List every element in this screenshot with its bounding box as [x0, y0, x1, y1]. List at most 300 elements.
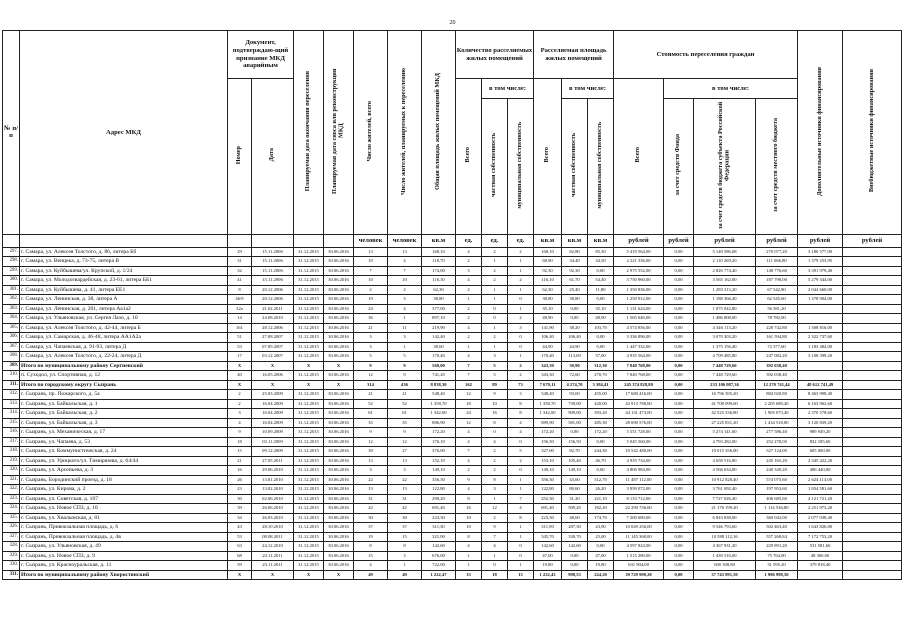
data-cell: 30.06.2016 — [324, 390, 354, 400]
data-cell: 31.12.2015 — [294, 494, 324, 504]
data-cell: 25.03.2009 — [252, 390, 294, 400]
data-cell: 4 — [456, 437, 482, 447]
address-cell: г. Сызрань, ул. Кирова, д. 2 — [20, 485, 228, 495]
data-cell — [843, 513, 902, 523]
data-cell: 48,60 — [562, 513, 588, 523]
data-cell: 569,00 — [422, 361, 456, 371]
address-cell: г. Сызрань, ул. Новое СПЗ, д. 9 — [20, 551, 228, 561]
address-cell: Итого по муниципальному району Хворостянский — [20, 570, 228, 580]
data-cell: 8 — [388, 542, 422, 552]
data-cell: 0 — [508, 295, 534, 305]
data-cell: 07.09.2007 — [252, 342, 294, 352]
data-cell: 149,10 — [534, 466, 562, 476]
unit-cell: кв.м — [588, 234, 614, 247]
data-cell: 31 — [354, 494, 388, 504]
data-cell: 1 342,00 — [534, 409, 562, 419]
data-cell: 1 — [508, 352, 534, 362]
data-cell: 17 680 416,00 — [614, 390, 664, 400]
data-cell: 989 949,20 — [798, 428, 843, 438]
header-num: № п/п — [3, 31, 20, 235]
data-cell: 10 — [456, 513, 482, 523]
data-cell: 35 — [354, 418, 388, 428]
data-cell: 61,70 — [562, 276, 588, 286]
data-cell: 170,40 — [534, 352, 562, 362]
data-cell: 8 — [482, 418, 508, 428]
data-cell: 42 — [388, 504, 422, 514]
data-cell: 32a — [228, 304, 252, 314]
data-cell: 574 075,60 — [756, 475, 798, 485]
header-total-area: Общая площадь жилых помещений МКД — [422, 31, 456, 235]
data-cell: 15.11.2006 — [252, 276, 294, 286]
data-cell: 229 891,20 — [756, 542, 798, 552]
data-cell: 10.09.2009 — [252, 428, 294, 438]
address-cell: г. Самара, ул. Ленинская, д. 201, литера Аа1а2 — [20, 304, 228, 314]
data-cell: 34,40 — [562, 257, 588, 267]
data-cell: 30.06.2016 — [324, 447, 354, 457]
data-cell: 25,00 — [588, 532, 614, 542]
data-cell: 35,10 — [534, 304, 562, 314]
data-cell: 31 595,20 — [756, 561, 798, 571]
data-cell — [843, 399, 902, 409]
address-cell: г. Самара, ул. Алексея Толстого, д. 42-44, литера Б — [20, 323, 228, 333]
data-cell: 30.06.2016 — [324, 437, 354, 447]
data-cell: 31.12.2015 — [294, 247, 324, 257]
address-cell: г. Сызрань, пр. Пожарского, д. 5а — [20, 390, 228, 400]
header-area-private: частная собственность — [562, 99, 588, 235]
data-cell: 80,60 — [562, 485, 588, 495]
data-cell — [843, 428, 902, 438]
data-cell: 16.05.2006 — [252, 371, 294, 381]
data-cell — [843, 561, 902, 571]
data-cell: 9 — [354, 361, 388, 371]
data-cell: 884 020,80 — [756, 390, 798, 400]
data-cell: 7 — [354, 266, 388, 276]
data-cell: 10 — [482, 399, 508, 409]
header-cost-incl: в том числе: — [664, 79, 798, 99]
data-cell: 41 708 099,60 — [694, 399, 756, 409]
data-cell: 557 268,84 — [756, 532, 798, 542]
data-cell: 19,80 — [588, 561, 614, 571]
data-cell: 31.12.2015 — [294, 437, 324, 447]
row-number: 305. — [3, 323, 20, 333]
data-cell: 31.12.2015 — [294, 447, 324, 457]
data-cell: 30.06.2016 — [324, 352, 354, 362]
table-row — [3, 314, 902, 324]
data-cell: 3 384,41 — [588, 380, 614, 390]
data-cell: 174,70 — [588, 513, 614, 523]
data-cell — [843, 342, 902, 352]
data-cell: 197 953,60 — [756, 485, 798, 495]
data-cell: 2 — [508, 361, 534, 371]
table-row — [3, 532, 902, 542]
table-row — [3, 285, 902, 295]
data-cell: 9 — [228, 428, 252, 438]
resettlement-table — [2, 30, 902, 580]
data-cell: 886,90 — [422, 418, 456, 428]
data-cell: 31.12.2015 — [294, 314, 324, 324]
data-cell: 15 — [354, 551, 388, 561]
data-cell: 3 — [354, 333, 388, 343]
data-cell: 4 — [388, 304, 422, 314]
data-cell — [798, 304, 843, 314]
data-cell — [843, 418, 902, 428]
data-cell: 43 913 788,00 — [614, 399, 664, 409]
data-cell: 2 — [456, 466, 482, 476]
data-cell: 42 525 336,80 — [694, 409, 756, 419]
data-cell: 1 — [508, 304, 534, 314]
data-cell: 68,90 — [534, 257, 562, 267]
data-cell: 1 — [388, 342, 422, 352]
data-cell: 0,00 — [664, 409, 694, 419]
data-cell: 240 349,20 — [756, 466, 798, 476]
unit-cell: человек — [354, 234, 388, 247]
table-row — [3, 447, 902, 457]
data-cell: 0,00 — [664, 523, 694, 533]
data-cell: 739,00 — [562, 399, 588, 409]
data-cell: 142,60 — [534, 542, 562, 552]
data-cell: X — [252, 361, 294, 371]
table-row — [3, 409, 902, 419]
data-cell: 30 — [388, 513, 422, 523]
table-row — [3, 523, 902, 533]
unit-cell: рублей — [614, 234, 664, 247]
data-cell: 392 038,40 — [756, 371, 798, 381]
data-cell: 2 — [508, 247, 534, 257]
data-cell: 3 761 092,40 — [694, 485, 756, 495]
data-cell: 3 — [508, 390, 534, 400]
row-number: 303. — [3, 304, 20, 314]
total-row — [3, 380, 902, 390]
data-cell: 0,00 — [664, 257, 694, 267]
data-cell: 0,00 — [664, 475, 694, 485]
data-cell: 38,80 — [562, 295, 588, 305]
data-cell: 4 — [456, 352, 482, 362]
data-cell: 1 — [482, 342, 508, 352]
row-number: 329. — [3, 551, 20, 561]
data-cell: 16.04.2009 — [252, 409, 294, 419]
data-cell: 277 586,40 — [756, 428, 798, 438]
data-cell — [843, 295, 902, 305]
data-cell: 741,20 — [422, 371, 456, 381]
data-cell: 2 — [508, 456, 534, 466]
data-cell: 35,10 — [588, 304, 614, 314]
data-cell: 245 165,20 — [756, 456, 798, 466]
data-cell: 3 108 399,20 — [798, 352, 843, 362]
data-cell: 8 — [508, 399, 534, 409]
table-row — [3, 513, 902, 523]
data-cell: 1 — [482, 551, 508, 561]
data-cell: 0,00 — [664, 447, 694, 457]
data-cell: 1 — [456, 551, 482, 561]
data-cell: 393,20 — [588, 409, 614, 419]
data-cell: 34 — [228, 513, 252, 523]
data-cell: 1 — [508, 285, 534, 295]
address-cell: г. Самара, ул. Молодогвардейская, д. 23-61, литера ББ1 — [20, 276, 228, 286]
total-row — [3, 361, 902, 371]
data-cell: 548,40 — [534, 390, 562, 400]
data-cell: 12 — [456, 390, 482, 400]
data-cell: 4 — [228, 418, 252, 428]
data-cell: 2 — [456, 257, 482, 267]
data-cell: 3 — [388, 466, 422, 476]
data-cell: 4 121 721,20 — [798, 494, 843, 504]
header-qty-municipal: муниципальная собственность — [508, 99, 534, 235]
data-cell: 176,10 — [422, 437, 456, 447]
row-number: 331. — [3, 570, 20, 580]
data-cell: 48 612 741,49 — [798, 380, 843, 390]
row-number: 306. — [3, 333, 20, 343]
data-cell — [843, 523, 902, 533]
data-cell: 61 — [354, 409, 388, 419]
data-cell: 909,00 — [562, 409, 588, 419]
table-row — [3, 333, 902, 343]
address-cell: г. Сызрань, ул. Хвалынская, д. 81 — [20, 513, 228, 523]
address-cell: г. Сызрань, ул. Советская, д. 107 — [20, 494, 228, 504]
data-cell: 7 — [482, 532, 508, 542]
data-cell: 3 — [388, 551, 422, 561]
data-cell: 290,20 — [422, 494, 456, 504]
data-cell: 26 — [228, 475, 252, 485]
data-cell: 4 709 485,80 — [694, 352, 756, 362]
data-cell: 18 — [228, 437, 252, 447]
address-cell: г. Сызрань, ул. Арсеньева, д. 3 — [20, 466, 228, 476]
data-cell: 832 185,60 — [798, 437, 843, 447]
data-cell: 118,70 — [422, 257, 456, 267]
data-cell: 0,00 — [664, 456, 694, 466]
data-cell: 9 — [456, 475, 482, 485]
data-cell: 13 — [388, 456, 422, 466]
data-cell: 3 — [482, 352, 508, 362]
data-cell: 174,00 — [422, 266, 456, 276]
table-row — [3, 561, 902, 571]
data-cell: 1 358,70 — [422, 399, 456, 409]
data-cell: 1 358,70 — [534, 399, 562, 409]
unit-cell: рублей — [694, 234, 756, 247]
data-cell: 142,40 — [422, 333, 456, 343]
data-cell: 0,00 — [588, 333, 614, 343]
data-cell: 2 110 269,20 — [694, 257, 756, 267]
units-row — [3, 234, 902, 247]
header-address: Адрес МКД — [20, 31, 228, 235]
data-cell: 16.04.2009 — [252, 399, 294, 409]
row-number: 308. — [3, 352, 20, 362]
table-row — [3, 494, 902, 504]
data-cell: 631 904,00 — [614, 561, 664, 571]
data-cell: 605 000,00 — [798, 447, 843, 457]
data-cell: 56 581,20 — [756, 304, 798, 314]
data-cell: 527 124,00 — [756, 447, 798, 457]
data-cell: 1 222,47 — [422, 570, 456, 580]
data-cell: 548,40 — [422, 390, 456, 400]
data-cell: 15.11.2006 — [252, 266, 294, 276]
data-cell: 2 — [228, 390, 252, 400]
data-cell: 581,00 — [562, 418, 588, 428]
data-cell: 1 — [456, 342, 482, 352]
data-cell: 2 975 552,00 — [614, 266, 664, 276]
data-cell: 26,20 — [588, 485, 614, 495]
data-cell: 7 448 729,60 — [694, 371, 756, 381]
data-cell: 0,00 — [664, 428, 694, 438]
header-qty-private: частная собственность — [482, 99, 508, 235]
data-cell: 531 581,60 — [798, 542, 843, 552]
data-cell: 39 — [354, 447, 388, 457]
address-cell: г. Сызрань, Бородинский проезд, д. 18 — [20, 475, 228, 485]
data-cell: 4 658 516,80 — [694, 456, 756, 466]
data-cell: 4 — [508, 428, 534, 438]
data-cell: 1 — [482, 494, 508, 504]
data-cell: 31.12.2015 — [294, 485, 324, 495]
data-cell: 691,40 — [534, 504, 562, 514]
data-cell: 168,10 — [534, 247, 562, 257]
data-cell: 252 278,00 — [756, 437, 798, 447]
data-cell: 142,60 — [422, 542, 456, 552]
data-cell: 2 — [482, 447, 508, 457]
data-cell: 244,30 — [588, 447, 614, 457]
data-cell: 1 131 624,00 — [614, 304, 664, 314]
data-cell: 31.12.2015 — [294, 523, 324, 533]
header-area-municipal: муниципальная собственность — [588, 99, 614, 235]
data-cell: 356,30 — [422, 475, 456, 485]
data-cell — [843, 266, 902, 276]
table-row — [3, 247, 902, 257]
data-cell: 0,00 — [664, 304, 694, 314]
data-cell — [843, 551, 902, 561]
data-cell: X — [324, 570, 354, 580]
unit-cell: человек — [388, 234, 422, 247]
data-cell: 3 959 072,00 — [614, 485, 664, 495]
data-cell: 897,10 — [422, 314, 456, 324]
data-cell: 149,10 — [562, 466, 588, 476]
data-cell: 2 — [388, 285, 422, 295]
data-cell: 30.06.2016 — [324, 276, 354, 286]
data-cell: 30 — [228, 494, 252, 504]
data-cell — [843, 466, 902, 476]
address-cell: п. Суходол, ул. Спортивная, д. 12 — [20, 371, 228, 381]
data-cell: 0,00 — [664, 561, 694, 571]
data-cell: 0,00 — [562, 551, 588, 561]
data-cell: 0,00 — [588, 542, 614, 552]
table-row — [3, 551, 902, 561]
data-cell: 5 — [508, 447, 534, 457]
address-cell: г. Сызрань, ул. Новое СПЗ, д. 10 — [20, 504, 228, 514]
data-cell: 156,50 — [562, 437, 588, 447]
data-cell: 0,00 — [664, 551, 694, 561]
row-number: 327. — [3, 532, 20, 542]
header-cost-local: за счет средств местного бюджета — [756, 99, 798, 235]
data-cell: 6 163 962,60 — [798, 399, 843, 409]
table-row — [3, 504, 902, 514]
data-cell: 3 070 303,20 — [694, 333, 756, 343]
header-planned-demolition: Планируемая дата сноса или реконструкции МКД — [324, 31, 354, 235]
data-cell: 13.02.2010 — [252, 485, 294, 495]
data-cell — [843, 542, 902, 552]
data-cell: 0,00 — [664, 494, 694, 504]
data-cell: 156,50 — [534, 437, 562, 447]
data-cell: 8 — [228, 285, 252, 295]
data-cell: 3 — [354, 466, 388, 476]
header-cost-fund: за счет средств Фонда — [664, 99, 694, 235]
data-cell: 509,20 — [562, 504, 588, 514]
data-cell: 5 274 141,60 — [694, 428, 756, 438]
data-cell: 1 — [456, 561, 482, 571]
data-cell: 57,00 — [588, 352, 614, 362]
data-cell: 38,60 — [422, 342, 456, 352]
data-cell: 287,30 — [562, 523, 588, 533]
table-row — [3, 390, 902, 400]
data-cell — [843, 276, 902, 286]
address-cell: г. Самара, ул. Чапаевская, д. 91-93, литера Д — [20, 342, 228, 352]
data-cell: 8 — [456, 494, 482, 504]
data-cell: 5 — [482, 361, 508, 371]
data-cell: 7 840 768,00 — [614, 361, 664, 371]
data-cell — [843, 456, 902, 466]
data-cell: 10 — [354, 276, 388, 286]
data-cell: X — [252, 570, 294, 580]
data-cell: 0,00 — [664, 532, 694, 542]
data-cell: 223,30 — [422, 513, 456, 523]
data-cell: 7 172 753,20 — [798, 532, 843, 542]
data-cell: 5 419 564,00 — [614, 247, 664, 257]
data-cell: 7 — [508, 494, 534, 504]
data-cell: 0,00 — [562, 314, 588, 324]
address-cell: г. Самара, ул. Алексея Толстого, д. 22-24, литера Д — [20, 352, 228, 362]
address-cell: г. Сызрань, ул. Механическая, д. 17 — [20, 428, 228, 438]
row-number: 310. — [3, 371, 20, 381]
address-cell: г. Сызрань, ул. Байкальская, д. 1 — [20, 399, 228, 409]
data-cell: 1 222,43 — [534, 570, 562, 580]
table-row — [3, 342, 902, 352]
data-cell: 25,40 — [562, 285, 588, 295]
data-cell: 67 542,80 — [756, 285, 798, 295]
data-cell: 8 — [354, 542, 388, 552]
data-cell — [843, 361, 902, 371]
address-cell: г. Сызрань, ул. Красноуральская, д. 11 — [20, 561, 228, 571]
data-cell: 31.12.2015 — [294, 551, 324, 561]
table-row — [3, 304, 902, 314]
unit-cell: ед. — [508, 234, 534, 247]
data-cell: 0,00 — [664, 570, 694, 580]
table-row — [3, 428, 902, 438]
row-number: 324. — [3, 504, 20, 514]
data-cell: 46/9 — [228, 295, 252, 305]
data-cell: 30.06.2016 — [324, 523, 354, 533]
data-cell: 106,40 — [562, 333, 588, 343]
data-cell: 1 250 912,00 — [614, 295, 664, 305]
data-cell: X — [228, 361, 252, 371]
data-cell: 30.06.2016 — [324, 466, 354, 476]
data-cell: 30.06.2016 — [324, 295, 354, 305]
data-cell: 31.12.2015 — [294, 323, 324, 333]
data-cell: 30.06.2016 — [324, 551, 354, 561]
data-cell: 15 — [228, 447, 252, 457]
data-cell: 16 796 395,20 — [694, 390, 756, 400]
table-row — [3, 475, 902, 485]
address-cell: г. Сызрань, Привокзальная площадь, д. 4в — [20, 532, 228, 542]
data-cell: 0 — [508, 466, 534, 476]
data-cell — [843, 447, 902, 457]
data-cell: 7 840 768,00 — [614, 371, 664, 381]
data-cell: 14 — [228, 314, 252, 324]
data-cell: 2 — [456, 285, 482, 295]
data-cell: 4 — [456, 485, 482, 495]
data-cell: 92,30 — [562, 266, 588, 276]
header-area-group: Расселяемая площадь жилых помещений — [534, 31, 614, 79]
data-cell: 22 290 736,00 — [614, 504, 664, 514]
data-cell: 37 — [388, 523, 422, 533]
data-cell: 30.06.2016 — [324, 257, 354, 267]
data-cell: 31.12.2015 — [294, 276, 324, 286]
data-cell: 16.04.2009 — [252, 418, 294, 428]
